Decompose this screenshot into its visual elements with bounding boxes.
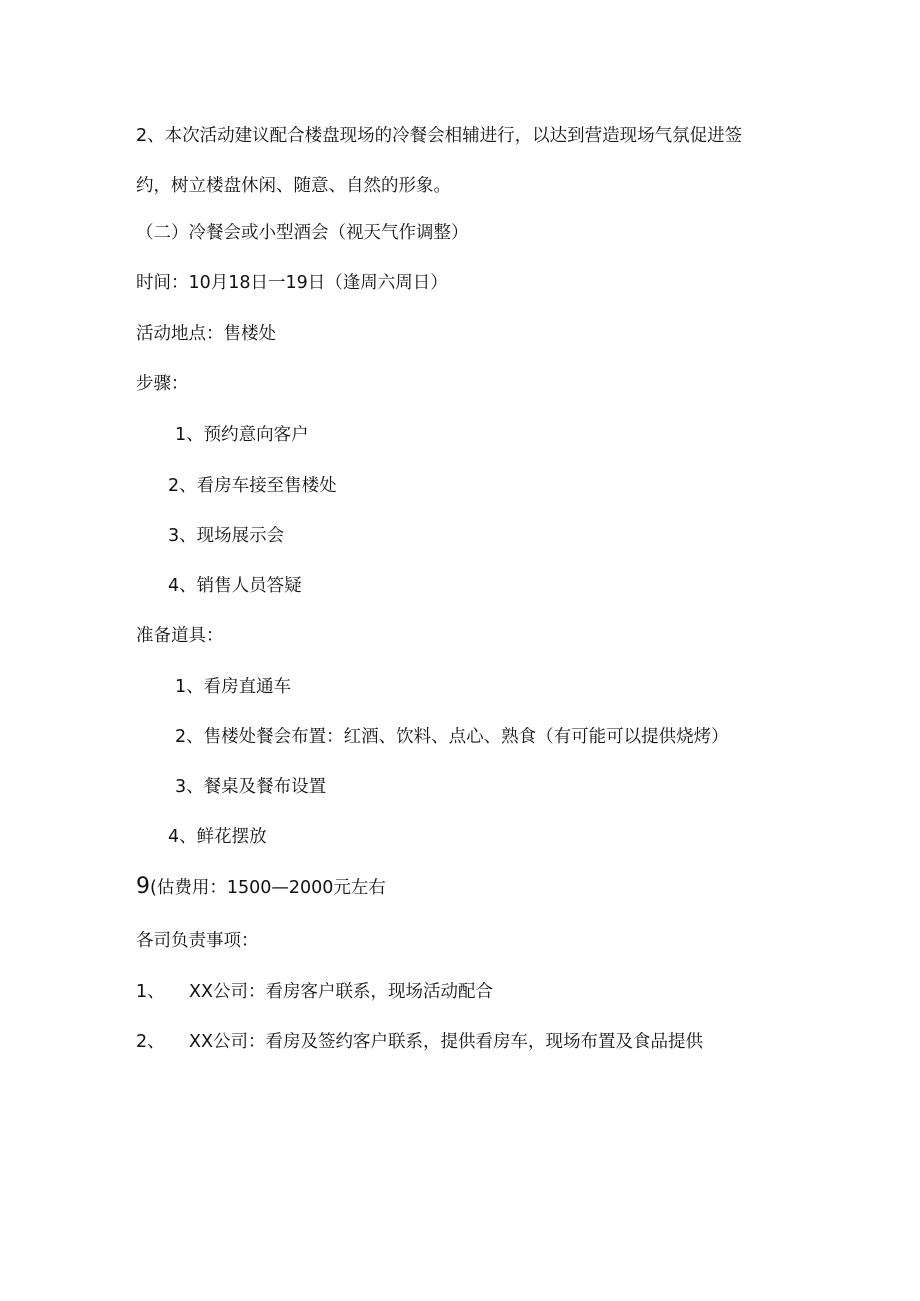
duty-text: XX公司：看房及签约客户联系，提供看房车，现场布置及食品提供 (189, 1032, 703, 1052)
steps-heading: 步骤： (136, 374, 189, 394)
step-item: 1、预约意向客户 (175, 425, 309, 445)
prop-item: 2、售楼处餐会布置：红酒、饮料、点心、熟食（有可能可以提供烧烤） (175, 727, 729, 747)
props-heading: 准备道具： (136, 626, 224, 646)
paragraph-line-1: 2、本次活动建议配合楼盘现场的冷餐会相辅进行，以达到营造现场气氛促进签 (136, 126, 743, 146)
duties-heading: 各司负责事项： (136, 931, 259, 951)
step-item: 4、销售人员答疑 (168, 576, 302, 596)
duty-number: 2、 (136, 1032, 165, 1052)
duty-item (136, 1030, 703, 1054)
prop-item: 4、鲜花摆放 (168, 827, 267, 847)
step-item: 2、看房车接至售楼处 (168, 476, 337, 496)
paragraph-line-2: 约，树立楼盘休闲、随意、自然的形象。 (136, 176, 451, 196)
cost-prefix: 9 (136, 874, 150, 899)
prop-item: 1、看房直通车 (175, 677, 292, 697)
step-item: 3、现场展示会 (168, 526, 285, 546)
duty-item (136, 980, 493, 1004)
location-line: 活动地点：售楼处 (136, 324, 276, 344)
prop-item: 3、餐桌及餐布设置 (175, 777, 327, 797)
section-title: （二）冷餐会或小型酒会（视天气作调整） (136, 223, 469, 243)
cost-text: (估费用：1500—2000元左右 (150, 878, 386, 898)
duty-number: 1、 (136, 982, 165, 1002)
cost-line (136, 875, 386, 900)
time-line: 时间：10月18日一19日（逢周六周日） (136, 273, 448, 293)
duty-text: XX公司：看房客户联系，现场活动配合 (189, 982, 493, 1002)
